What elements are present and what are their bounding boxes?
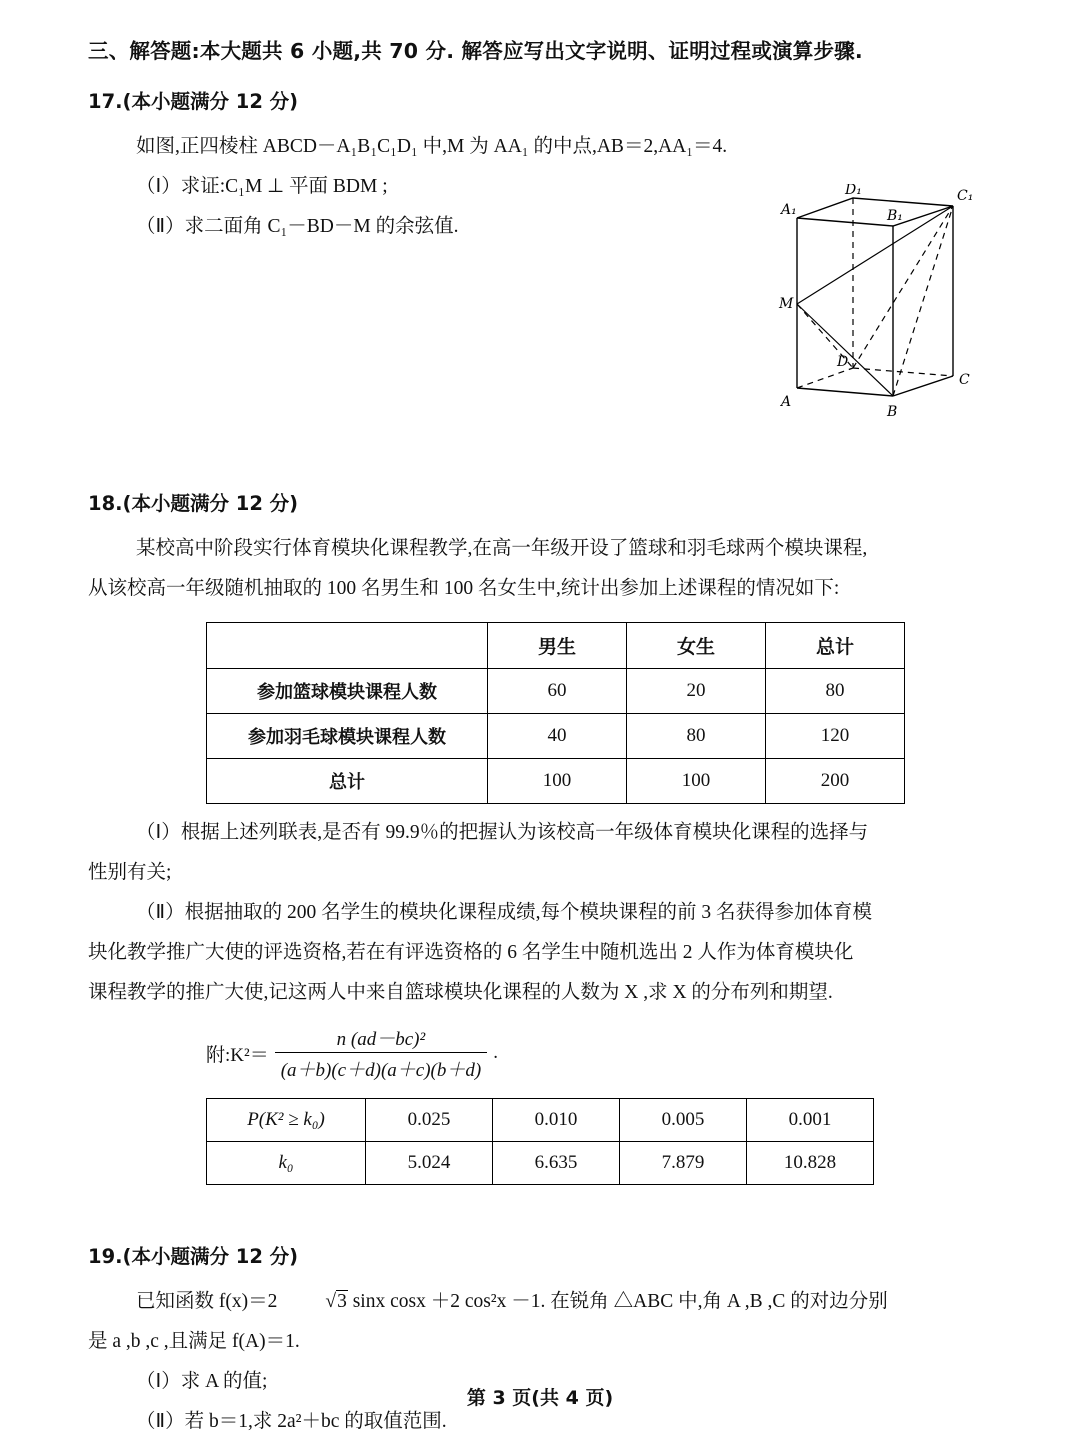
sqrt-symbol: √3 <box>325 1291 347 1313</box>
cube-label-D1: D₁ <box>845 184 862 198</box>
table-row <box>207 714 905 759</box>
question-18-line-2: 从该校高一年级随机抽取的 100 名男生和 100 名女生中,统计出参加上述课程的情况如下: <box>88 578 840 600</box>
cube-label-A1: A₁ <box>781 202 797 218</box>
question-19-line-2: 是 a ,b ,c ,且满足 f(A)＝1. <box>88 1331 300 1353</box>
q19-text-pre: 已知函数 f(x)＝2 <box>136 1291 278 1313</box>
cell-total-male: 100 <box>488 759 627 804</box>
k-table-k-1: 5.024 <box>366 1142 493 1185</box>
k-table-row-label-k0: k₀ <box>207 1142 366 1185</box>
k-table-p-3: 0.005 <box>620 1099 747 1142</box>
question-18-part-1-line-1: （Ⅰ）根据上述列联表,是否有 99.9％的把握认为该校高一年级体育模块化课程的选择与 <box>136 822 869 844</box>
sqrt-radicand: 3 <box>337 1291 347 1313</box>
question-18-heading: 18.(本小题满分 12 分) <box>88 492 299 516</box>
cube-label-C: C <box>959 372 970 388</box>
k-squared-formula <box>206 1024 1000 1082</box>
question-19-heading: 19.(本小题满分 12 分) <box>88 1245 299 1269</box>
row-label-basketball: 参加篮球模块课程人数 <box>207 669 488 714</box>
k-table-p-4: 0.001 <box>747 1099 874 1142</box>
table-header-total: 总计 <box>766 623 905 669</box>
cube-figure <box>775 184 990 429</box>
table-header-female: 女生 <box>627 623 766 669</box>
table-header-male: 男生 <box>488 623 627 669</box>
q19-text-post: sinx cosx ＋2 cos²x －1. 在锐角 △ABC 中,角 A ,B ,C 的对边分别 <box>347 1291 888 1313</box>
formula-prefix: 附:K²＝ <box>206 1044 269 1066</box>
formula-fraction <box>275 1024 487 1082</box>
k-table-p-1: 0.025 <box>366 1099 493 1142</box>
question-17-heading: 17.(本小题满分 12 分) <box>88 90 299 113</box>
k-table-k-2: 6.635 <box>493 1142 620 1185</box>
question-18-part-2-line-2: 块化教学推广大使的评选资格,若在有评选资格的 6 名学生中随机选出 2 人作为体育模块化 <box>88 942 854 964</box>
row-label-total: 总计 <box>207 759 488 804</box>
cell-badminton-male: 40 <box>488 714 627 759</box>
cell-total-female: 100 <box>627 759 766 804</box>
k-table-k-4: 10.828 <box>747 1142 874 1185</box>
question-19-line-1 <box>88 1283 1000 1321</box>
formula-denominator: (a＋b)(c＋d)(a＋c)(b＋d) <box>280 1060 482 1082</box>
question-17-line-1: 如图,正四棱柱 ABCD－A₁B₁C₁D₁ 中,M 为 AA₁ 的中点,AB＝2,AA₁＝4. <box>136 136 728 157</box>
cube-label-D: D <box>837 354 849 370</box>
cube-label-C1: C₁ <box>957 188 974 204</box>
question-18-part-2-line-3: 课程教学的推广大使,记这两人中来自篮球模块化课程的人数为 X ,求 X 的分布列和期望. <box>88 982 833 1004</box>
page-content <box>88 34 1000 1443</box>
cube-label-B: B <box>887 404 898 420</box>
cell-badminton-total: 120 <box>766 714 905 759</box>
cell-basketball-female: 20 <box>627 669 766 714</box>
question-18-line-1: 某校高中阶段实行体育模块化课程教学,在高一年级开设了篮球和羽毛球两个模块课程, <box>136 538 868 560</box>
k-table-p-2: 0.010 <box>493 1099 620 1142</box>
table-corner-cell <box>207 623 488 669</box>
cube-label-M: M <box>779 296 794 312</box>
table-row <box>207 1142 874 1185</box>
k-table-row-label-p: P(K² ≥ k₀) <box>207 1099 366 1142</box>
k-value-table <box>206 1098 874 1185</box>
question-17-part-1: （Ⅰ）求证:C₁M ⊥ 平面 BDM ; <box>136 176 388 198</box>
page-footer: 第 3 页(共 4 页) <box>466 1387 614 1409</box>
cube-label-B1: B₁ <box>887 208 903 224</box>
question-19-part-1: （Ⅰ）求 A 的值; <box>136 1371 268 1393</box>
contingency-table <box>206 622 905 804</box>
cell-total-total: 200 <box>766 759 905 804</box>
cell-basketball-total: 80 <box>766 669 905 714</box>
table-header-row <box>207 623 905 669</box>
question-18-part-2-line-1: （Ⅱ）根据抽取的 200 名学生的模块化课程成绩,每个模块课程的前 3 名获得参加体育模 <box>136 902 872 924</box>
row-label-badminton: 参加羽毛球模块课程人数 <box>207 714 488 759</box>
cell-basketball-male: 60 <box>488 669 627 714</box>
question-19-part-2: （Ⅱ）若 b＝1,求 2a²＋bc 的取值范围. <box>136 1411 447 1433</box>
section-heading: 三、解答题:本大题共 6 小题,共 70 分. 解答应写出文字说明、证明过程或演算步骤. <box>88 39 863 63</box>
cell-badminton-female: 80 <box>627 714 766 759</box>
question-18-part-1-line-2: 性别有关; <box>88 862 172 884</box>
table-row <box>207 759 905 804</box>
k-table-k-3: 7.879 <box>620 1142 747 1185</box>
question-17-part-2: （Ⅱ）求二面角 C₁－BD－M 的余弦值. <box>136 216 459 238</box>
cube-label-A: A <box>781 394 792 410</box>
formula-numerator: n (ad－bc)² <box>275 1024 487 1053</box>
table-row <box>207 1099 874 1142</box>
table-row <box>207 669 905 714</box>
formula-suffix: . <box>493 1042 498 1064</box>
